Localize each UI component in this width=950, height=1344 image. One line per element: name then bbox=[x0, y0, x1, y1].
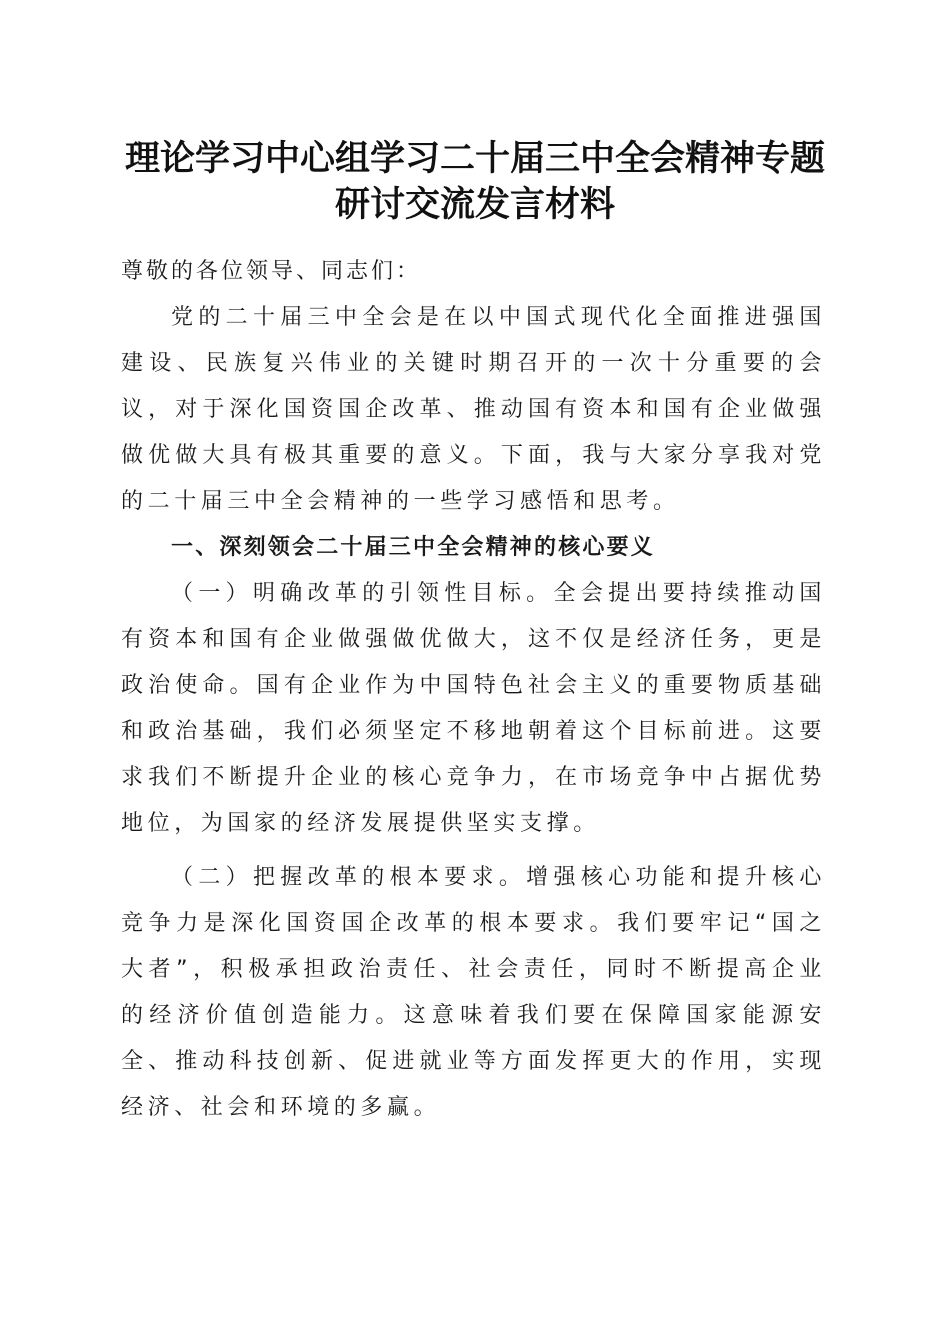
greeting: 尊敬的各位领导、同志们： bbox=[121, 259, 422, 284]
intro-paragraph: 党的二十届三中全会是在以中国式现代化全面推进强国建设、民族复兴伟业的关键时期召开的一次十分重要的会议，对于深化国资国企改革、推动国有资本和国有企业做强做优做大具有极其重要的意义。下面，我与大家分享我对党的二十届三中全会精神的一些学习感悟和思考。 bbox=[121, 305, 826, 514]
subsection-1-lead: （一）明确改革的引领性目标。 bbox=[171, 581, 554, 606]
section-heading-1: 一、深刻领会二十届三中全会精神的核心要义 bbox=[171, 535, 656, 560]
document-body bbox=[121, 249, 826, 1131]
subsection-2-lead: （二）把握改革的根本要求。 bbox=[171, 865, 527, 890]
subsection-2-paragraph bbox=[121, 855, 826, 1131]
subsection-2-text: 增强核心功能和提升核心竞争力是深化国资国企改革的根本要求。我们要牢记“国之大者”，积极承担政治责任、社会责任，同时不断提高企业的经济价值创造能力。这意味着我们要在保障国家能源安全、推动科技创新、促进就业等方面发挥更大的作用，实现经济、社会和环境的多赢。 bbox=[121, 865, 826, 1120]
subsection-1-text: 全会提出要持续推动国有资本和国有企业做强做优做大，这不仅是经济任务，更是政治使命。国有企业作为中国特色社会主义的重要物质基础和政治基础，我们必须坚定不移地朝着这个目标前进。这要求我们不断提升企业的核心竞争力，在市场竞争中占据优势地位，为国家的经济发展提供坚实支撑。 bbox=[121, 581, 826, 836]
subsection-1-paragraph bbox=[121, 571, 826, 847]
title-line-1: 理论学习中心组学习二十届三中全会精神专题 bbox=[124, 138, 825, 179]
title-line-2: 研讨交流发言材料 bbox=[334, 184, 615, 225]
document-title bbox=[110, 136, 840, 228]
